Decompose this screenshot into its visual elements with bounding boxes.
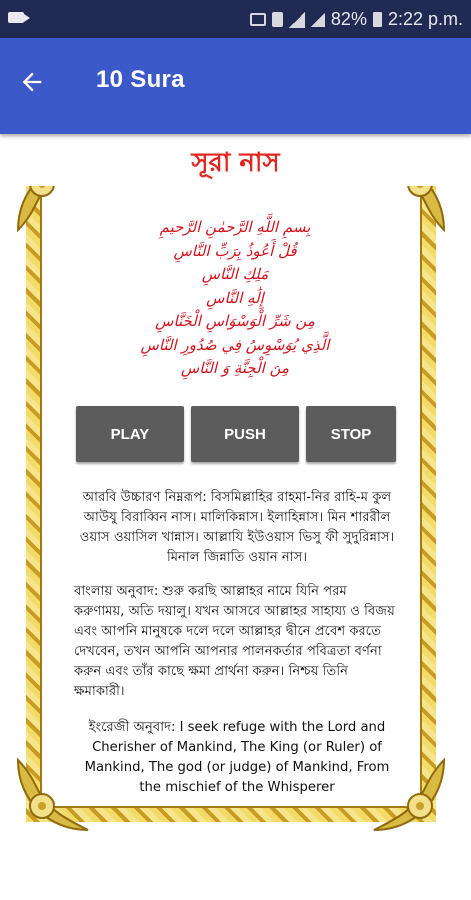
video-camera-icon <box>8 12 24 23</box>
battery-icon <box>373 12 382 27</box>
status-icons <box>250 9 463 30</box>
arabic-line: إِلَٰهِ النَّاسِ <box>206 288 264 307</box>
arabic-line: بِسمِ اللَّهِ الرَّحمٰنِ الرَّحيمِ <box>159 218 311 236</box>
status-bar <box>0 0 471 38</box>
bangla-translation-text: বাংলায় অনুবাদ: শুরু করছি আল্লাহর নামে যিনি পরম করুণাময়, অতি দয়ালু। যখন আসবে আল্লাহর সাহায্য ও বিজয় এবং আপনি মানুষকে দলে দলে আল্লাহর দ্বীনে প্রবেশ করতে দেখবেন, তখন আপনি আপনার পালনকর্তার পবিত্রতা বর্ণনা করুন এবং তাঁর কাছে ক্ষমা প্রার্থনা করুন। নিশ্চয় তিনি ক্ষমাকারী। <box>74 584 395 699</box>
sura-heading-text: সূরা নাস <box>185 148 285 178</box>
english-translation-text: ইংরেজী অনুবাদ: I seek refuge with the Lord and Cherisher of Mankind, The King (or Ruler) of Mankind, The god (or judge) of Mankind, From the mischief of the Whisperer <box>84 720 390 794</box>
sura-heading <box>0 142 471 186</box>
page-title: 10 Sura <box>96 66 185 93</box>
arabic-line: قُلْ أَعُوذُ بِرَبِّ النَّاسِ <box>173 241 297 260</box>
play-button[interactable]: PLAY <box>76 406 184 462</box>
signal-icon <box>289 12 305 28</box>
clock: 2:22 p.m. <box>387 9 463 29</box>
arabic-line: الَّذِي يُوَسْوِسُ فِي صُدُورِ النَّاسِ <box>140 335 330 354</box>
arabic-line: مِن شَرِّ الْوَسْوَاسِ الْخَنَّاسِ <box>155 312 315 330</box>
push-button[interactable]: PUSH <box>191 406 299 462</box>
pronunciation-text: আরবি উচ্চারণ নিম্নরূপ: বিসমিল্লাহির রাহমা-নির রাহি-ম কুল আউযু বিরাব্বিন নাস। মালিকিন্নাস। ইলাহিন্নাস। মিন শাররীল ওয়াস ওয়াসিল খান্নাস। আল্লাযি ইউওয়াস ভিসু ফী সুদুরিন্নাস। মিনাল জিন্নাতি ওয়ান নাস। <box>79 490 395 565</box>
nfc-icon <box>272 12 283 27</box>
app-bar <box>0 38 471 134</box>
arabic-line: مِنَ الْجِنَّةِ وَ النَّاسِ <box>180 359 290 377</box>
arabic-verses <box>70 216 400 381</box>
stop-button[interactable]: STOP <box>306 406 396 462</box>
battery-percent: 82% <box>330 9 367 29</box>
signal-strength-icon <box>311 13 325 27</box>
cast-icon <box>250 13 266 26</box>
back-arrow-icon[interactable] <box>18 68 46 96</box>
arabic-line: مَلِكِ النَّاسِ <box>201 265 269 283</box>
